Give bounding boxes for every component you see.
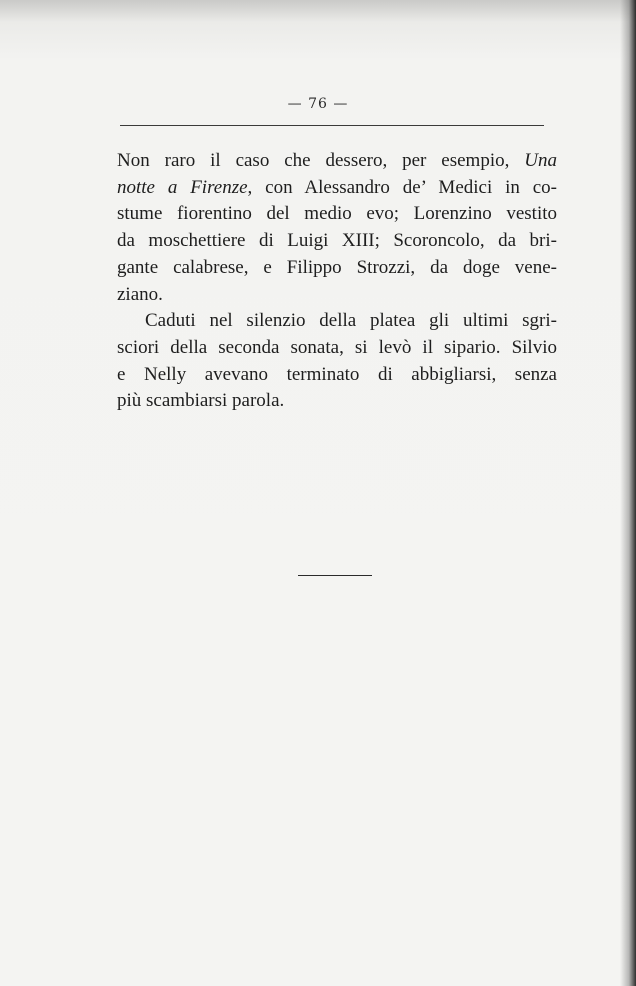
text-line: da moschettiere di Luigi XIII; Scoroncolo, da bri- [117,230,557,252]
line-text: , con Alessandro de’ Medici in co- [247,176,558,198]
header-rule [120,125,544,126]
italic-title-text: Una [524,150,557,171]
paragraph-2 [117,308,557,415]
text-line: stume fiorentino del medio evo; Lorenzino vestito [117,203,557,225]
top-scan-shadow [0,0,636,22]
text-line: e Nelly avevano terminato di abbigliarsi, senza [117,363,557,385]
text-line: sciori della seconda sonata, si levò il sipario. Silvio [117,336,557,358]
italic-title-text: notte a Firenze [117,176,248,198]
text-line [117,175,557,202]
body-text [117,148,557,415]
text-line: ziano. [117,283,163,305]
binding-edge-shadow [620,0,636,986]
text-line: più scambiarsi parola. [117,390,285,412]
text-line [117,148,557,175]
line-text: Non raro il caso che dessero, per esempio, [117,150,525,171]
text-line: gante calabrese, e Filippo Strozzi, da doge vene- [117,256,557,278]
paragraph-1 [117,148,557,308]
text-line: Caduti nel silenzio della platea gli ultimi sgri- [145,310,557,332]
end-rule [298,575,372,576]
page-number: — 76 — [287,96,349,112]
